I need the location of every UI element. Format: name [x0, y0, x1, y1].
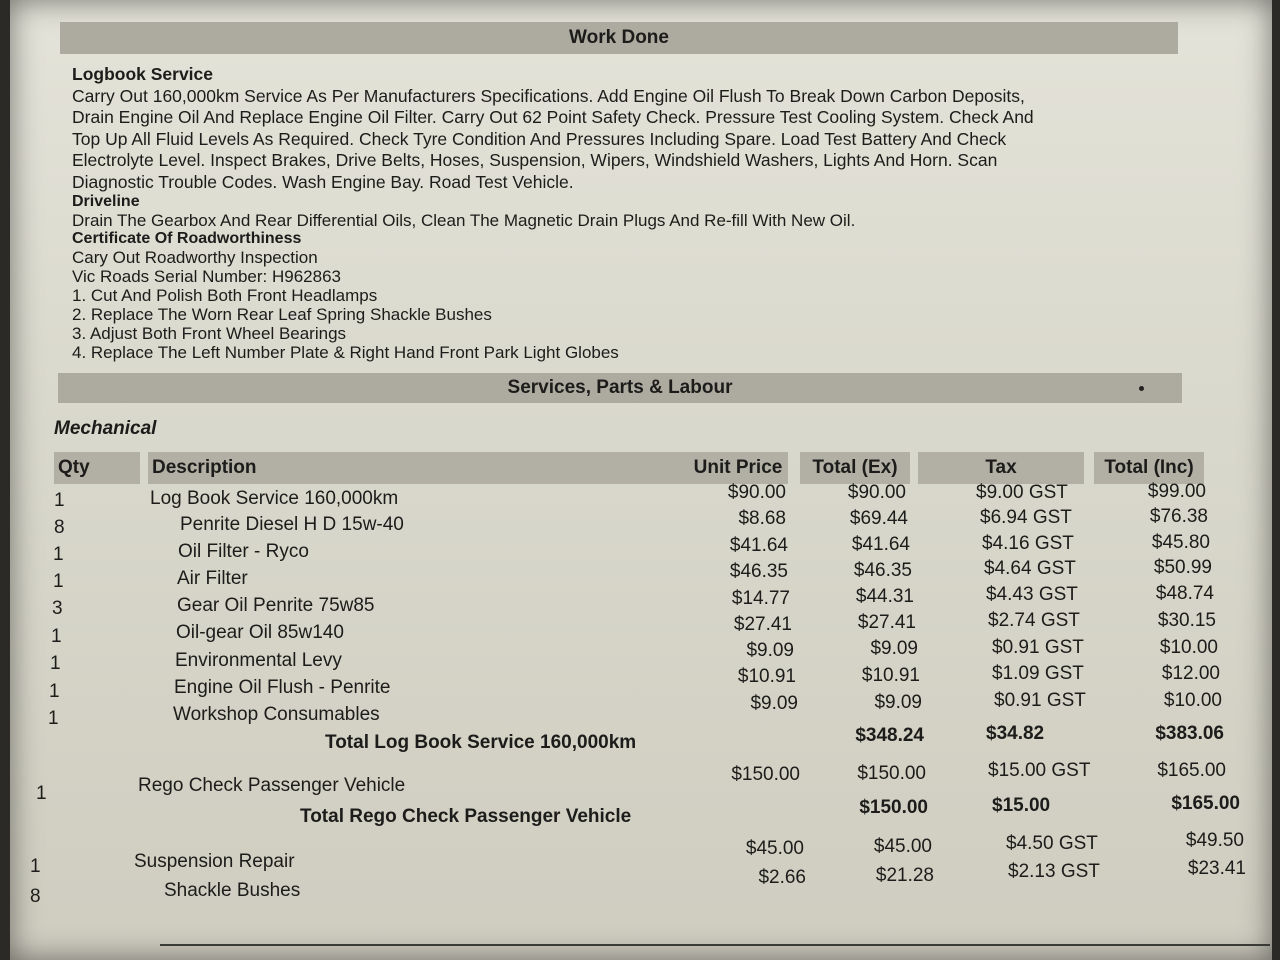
dot-mark	[1139, 386, 1144, 391]
total-inc-cell: $30.15	[1157, 610, 1216, 631]
work-done-section	[72, 64, 1182, 362]
invoice-page	[10, 0, 1272, 960]
tax-cell: $4.43 GST	[986, 584, 1078, 605]
description-cell: Suspension Repair	[134, 851, 295, 872]
total-rego-tax: $15.00	[992, 795, 1051, 816]
total-ex-cell: $9.09	[874, 692, 922, 713]
description-cell: Gear Oil Penrite 75w85	[177, 595, 375, 616]
tax-cell: $15.00 GST	[988, 760, 1091, 781]
header-total-inc: Total (Inc)	[1094, 452, 1204, 484]
total-ex-cell: $27.41	[857, 612, 916, 633]
unit-price-cell: $8.68	[738, 508, 786, 529]
total-inc-cell: $50.99	[1153, 557, 1212, 578]
services-title: Services, Parts & Labour	[507, 377, 733, 398]
total-rego-label: Total Rego Check Passenger Vehicle	[300, 806, 632, 827]
tax-cell: $0.91 GST	[992, 637, 1084, 658]
total-logbook-tax: $34.82	[986, 723, 1045, 744]
total-inc-cell: $10.00	[1159, 637, 1218, 658]
unit-price-cell: $150.00	[731, 764, 800, 785]
tax-cell: $4.16 GST	[982, 533, 1074, 554]
logbook-line: Drain Engine Oil And Replace Engine Oil Filter. Carry Out 62 Point Safety Check. Pressure Test Cooling System. Check And	[72, 107, 1034, 127]
section-mechanical: Mechanical	[54, 418, 157, 439]
certificate-line: 3. Adjust Both Front Wheel Bearings	[72, 324, 347, 343]
logbook-line: Electrolyte Level. Inspect Brakes, Drive Belts, Hoses, Suspension, Wipers, Windshield Washers, Lights And Horn. Scan	[72, 150, 998, 170]
certificate-line: Vic Roads Serial Number: H962863	[72, 267, 341, 286]
logbook-line: Top Up All Fluid Levels As Required. Check Tyre Condition And Pressures Including Spare. Load Test Battery And Check	[72, 128, 1007, 149]
header-unit-price: Unit Price	[688, 452, 788, 484]
description-cell: Penrite Diesel H D 15w-40	[180, 514, 404, 535]
total-ex-cell: $150.00	[857, 763, 926, 784]
logbook-line: Carry Out 160,000km Service As Per Manufacturers Specifications. Add Engine Oil Flush To Break Down Carbon Deposits,	[72, 85, 1025, 106]
total-ex-cell: $44.31	[855, 586, 914, 607]
description-cell: Shackle Bushes	[164, 880, 301, 901]
total-logbook-ex: $348.24	[855, 725, 924, 746]
total-ex-cell: $9.09	[870, 638, 918, 659]
total-inc-cell: $165.00	[1157, 760, 1226, 781]
services-header	[58, 373, 1182, 403]
tax-cell: $2.74 GST	[988, 610, 1080, 631]
logbook-line: Diagnostic Trouble Codes. Wash Engine Bay. Road Test Vehicle.	[72, 171, 574, 192]
total-inc-cell: $99.00	[1147, 481, 1206, 502]
certificate-heading: Certificate Of Roadworthiness	[72, 230, 302, 247]
qty-cell: 1	[53, 544, 64, 565]
tax-cell: $6.94 GST	[980, 507, 1072, 528]
tax-cell: $0.91 GST	[994, 690, 1086, 711]
total-inc-cell: $10.00	[1163, 690, 1222, 711]
total-ex-cell: $69.44	[849, 508, 908, 529]
total-rego-ex: $150.00	[859, 797, 928, 818]
total-inc-cell: $76.38	[1149, 506, 1208, 527]
description-cell: Engine Oil Flush - Penrite	[174, 677, 391, 698]
certificate-line: 4. Replace The Left Number Plate & Right Hand Front Park Light Globes	[72, 343, 619, 362]
unit-price-cell: $27.41	[733, 614, 792, 635]
qty-cell: 1	[30, 856, 41, 877]
total-inc-cell: $12.00	[1161, 663, 1220, 684]
unit-price-cell: $41.64	[729, 535, 788, 556]
total-ex-cell: $46.35	[853, 560, 912, 581]
description-cell: Workshop Consumables	[173, 704, 380, 725]
unit-price-cell: $14.77	[731, 588, 790, 609]
driveline-text: Drain The Gearbox And Rear Differential Oils, Clean The Magnetic Drain Plugs And Re-fill With New Oil.	[72, 211, 856, 230]
total-inc-cell: $45.80	[1151, 532, 1210, 553]
description-cell: Oil Filter - Ryco	[178, 541, 309, 562]
description-cell: Log Book Service 160,000km	[150, 488, 399, 509]
header-description: Description	[148, 452, 688, 484]
certificate-line: 2. Replace The Worn Rear Leaf Spring Shackle Bushes	[72, 305, 492, 324]
total-ex-cell: $21.28	[875, 865, 934, 886]
tax-cell: $4.50 GST	[1006, 833, 1098, 854]
header-tax: Tax	[918, 452, 1084, 484]
qty-cell: 8	[54, 517, 65, 538]
unit-price-cell: $46.35	[729, 561, 788, 582]
logbook-heading: Logbook Service	[72, 64, 214, 84]
unit-price-cell: $2.66	[758, 867, 806, 888]
description-cell: Air Filter	[177, 568, 248, 589]
total-ex-cell: $41.64	[851, 534, 910, 555]
total-ex-cell: $45.00	[873, 836, 932, 857]
header-total-ex: Total (Ex)	[800, 452, 910, 484]
total-ex-cell: $90.00	[847, 482, 906, 503]
total-logbook-label: Total Log Book Service 160,000km	[325, 732, 637, 753]
total-inc-cell: $23.41	[1187, 858, 1246, 879]
unit-price-cell: $9.09	[746, 640, 794, 661]
driveline-heading: Driveline	[72, 193, 140, 210]
unit-price-cell: $9.09	[750, 693, 798, 714]
tax-cell: $2.13 GST	[1008, 861, 1100, 882]
qty-cell: 1	[36, 783, 47, 804]
total-inc-cell: $49.50	[1185, 830, 1244, 851]
qty-cell: 1	[49, 681, 60, 702]
tax-cell: $9.00 GST	[976, 482, 1068, 503]
qty-cell: 3	[52, 598, 63, 619]
total-rego-inc: $165.00	[1171, 793, 1240, 814]
total-logbook-inc: $383.06	[1155, 723, 1224, 744]
unit-price-cell: $10.91	[737, 666, 796, 687]
work-done-header: Work Done	[60, 22, 1178, 54]
description-cell: Environmental Levy	[175, 650, 342, 671]
header-qty: Qty	[54, 452, 140, 484]
qty-cell: 1	[48, 708, 59, 729]
total-inc-cell: $48.74	[1155, 583, 1214, 604]
unit-price-cell: $45.00	[745, 838, 804, 859]
tax-cell: $4.64 GST	[984, 558, 1076, 579]
tax-cell: $1.09 GST	[992, 663, 1084, 684]
qty-cell: 1	[54, 490, 65, 511]
qty-cell: 1	[51, 626, 62, 647]
qty-cell: 8	[30, 886, 41, 907]
footer-divider	[160, 944, 1270, 946]
certificate-line: Cary Out Roadworthy Inspection	[72, 248, 318, 267]
unit-price-cell: $90.00	[727, 482, 786, 503]
total-ex-cell: $10.91	[861, 665, 920, 686]
qty-cell: 1	[50, 653, 61, 674]
certificate-line: 1. Cut And Polish Both Front Headlamps	[72, 286, 378, 305]
description-cell: Oil-gear Oil 85w140	[176, 622, 344, 643]
qty-cell: 1	[53, 571, 64, 592]
description-cell: Rego Check Passenger Vehicle	[138, 775, 406, 796]
